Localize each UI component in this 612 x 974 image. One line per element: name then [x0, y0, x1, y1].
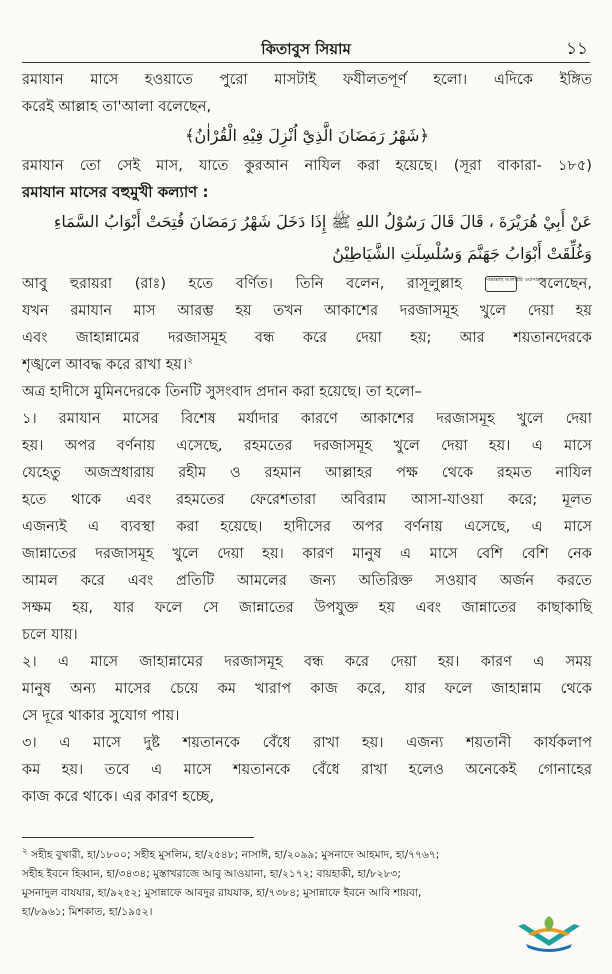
footnote-line: হা/৮৯৬১; মিশকাত, হা/১৯৫২। [22, 906, 153, 918]
paragraph-line: চলে যায়। [22, 626, 78, 643]
footnote-reference[interactable]: ২ [187, 356, 194, 367]
paragraph-line: যেহেতু অজস্রধারায় রহীম ও রহমান আল্লাহর পক্ষ থেকে রহমত নাযিল [22, 464, 592, 481]
footnote-divider [22, 837, 254, 838]
page-number: ১১ [565, 39, 588, 59]
paragraph-line: অত্র হাদীসে মুমিনদেরকে তিনটি সুসংবাদ প্রদান করা হয়েছে। তা হলো– [22, 383, 422, 400]
paragraph-line: সক্ষম হয়, যার ফলে সে জান্নাতের উপযুক্ত হয় এবং জান্নাতের কাছাকাছি [22, 599, 592, 616]
paragraph-line: কাজ করে থাকে। এর কারণ হচ্ছে, [22, 788, 215, 805]
salawat-glyph: সাল্লাল্লাহু আলাইহি ওয়াসাল্লাম [485, 276, 517, 292]
hadith-arabic-line: عَنْ أَبِيْ هُرَيْرَةَ ، قَالَ قَالَ رَسُوْلُ اللهِ ﷺ إِذَا دَخَلَ شَهْرُ رَمَضَانَ فُتِحَتْ أَبْوَابُ السَّمَاءِ [53, 212, 592, 231]
ayah-translation: রমাযান তো সেই মাস, যাতে কুরআন নাযিল করা হয়েছে। (সূরা বাকারা- ১৮৫) [22, 157, 592, 174]
book-title: কিতাবুস সিয়াম [261, 40, 351, 58]
paragraph-line: ১। রমাযান মাসের বিশেষ মর্যাদার কারণে আকাশের দরজাসমূহ খুলে দেয়া [22, 410, 592, 427]
narration-line [22, 351, 592, 378]
section-heading: রমাযান মাসের বহুমুখী কল্যাণ : [22, 183, 209, 201]
paragraph-line: সে দূরে থাকার সুযোগ পায়। [22, 707, 180, 724]
footnotes [22, 846, 590, 922]
paragraph-line: হতে থাকে এবং রহমতের ফেরেশতারা অবিরাম আসা-যাওয়া করে; মূলত [22, 491, 592, 508]
footnote-line: সহীহ ইবনে হিব্বান, হা/৩৪৩৪; মুস্তাখরাজে আবু আওয়ানা, হা/২১৭২; বায়হাকী, হা/৮২৮৩; [22, 868, 401, 880]
publisher-logo-icon [514, 912, 584, 954]
quran-ayah: ﴿شَهْرُ رَمَضَانَ الَّذِيْٓ اُنْزِلَ فِيْهِ الْقُرْاٰنُ﴾ [185, 126, 429, 145]
footnote-text: সহীহ বুখারী, হা/১৮০০; সহীহ মুসলিম, হা/২৫৪৮; নাসাঈ, হা/২০৯৯; মুসনাদে আহমাদ, হা/৭৭৬৭; [31, 849, 440, 861]
footnote-line [22, 846, 590, 865]
footnote-line: মুসনাদুল বাযযার, হা/৯২৫২; মুসান্নাফে আবদুর রাযযাক, হা/৭৩৮৪; মুসান্নাফে ইবনে আবি শায়বা, [22, 887, 422, 899]
narration-text: বলেছেন, [539, 275, 593, 292]
footnote-marker: ২ [22, 846, 28, 857]
narration-line: এবং জাহান্নামের দরজাসমূহ বন্ধ করে দেয়া হয়; আর শয়তানদেরকে [22, 329, 592, 346]
page-body [22, 66, 592, 810]
paragraph-line: এজন্যই এ ব্যবস্থা করা হয়েছে। হাদীসের অপর বর্ণনায় এসেছে, এ মাসে [22, 518, 592, 535]
paragraph-line: আমল করে এবং প্রতিটি আমলের জন্য অতিরিক্ত সওয়াব অর্জন করতে [22, 572, 592, 589]
paragraph-line: মানুষ অন্য মাসের চেয়ে কম খারাপ কাজ করে, যার ফলে জাহান্নাম থেকে [22, 680, 592, 697]
paragraph-line: ২। এ মাসে জাহান্নামের দরজাসমূহ বন্ধ করে দেয়া হয়। কারণ এ সময় [22, 653, 592, 670]
paragraph-line: জান্নাতের দরজাসমূহ খুলে দেয়া হয়। কারণ মানুষ এ মাসে বেশি বেশি নেক [22, 545, 592, 562]
narration-text: আবু হুরায়রা (রাঃ) হতে বর্ণিত। তিনি বলেন, রাসূলুল্লাহ [22, 275, 462, 292]
text-line: করেই আল্লাহ তা'আলা বলেছেন, [22, 98, 212, 115]
narration-line [22, 270, 592, 297]
paragraph-line: কম হয়। তবে এ মাসে শয়তানকে বেঁধে রাখা হলেও অনেকেই গোনাহের [22, 761, 592, 778]
paragraph-line: ৩। এ মাসে দুষ্ট শয়তানকে বেঁধে রাখা হয়। এজন্য শয়তানী কার্যকলাপ [22, 734, 592, 751]
narration-line: যখন রমাযান মাস আরম্ভ হয় তখন আকাশের দরজাসমূহ খুলে দেয়া হয় [22, 302, 592, 319]
text-line: রমাযান মাসে হওয়াতে পুরো মাসটাই ফযীলতপূর্ণ হলো। এদিকে ইঙ্গিত [22, 71, 592, 88]
paragraph-line: হয়। অপর বর্ণনায় এসেছে, রহমতের দরজাসমূহ খুলে দেয়া হয়। এ মাসে [22, 437, 592, 454]
hadith-arabic-line: وَغُلِّقَتْ أَبْوَابُ جَهَنَّمَ وَسُلْسِلَتِ الشَّيَاطِيْنُ [332, 244, 592, 263]
narration-text: শৃঙ্খলে আবদ্ধ করে রাখা হয়। [22, 356, 188, 373]
page-header [22, 34, 590, 63]
